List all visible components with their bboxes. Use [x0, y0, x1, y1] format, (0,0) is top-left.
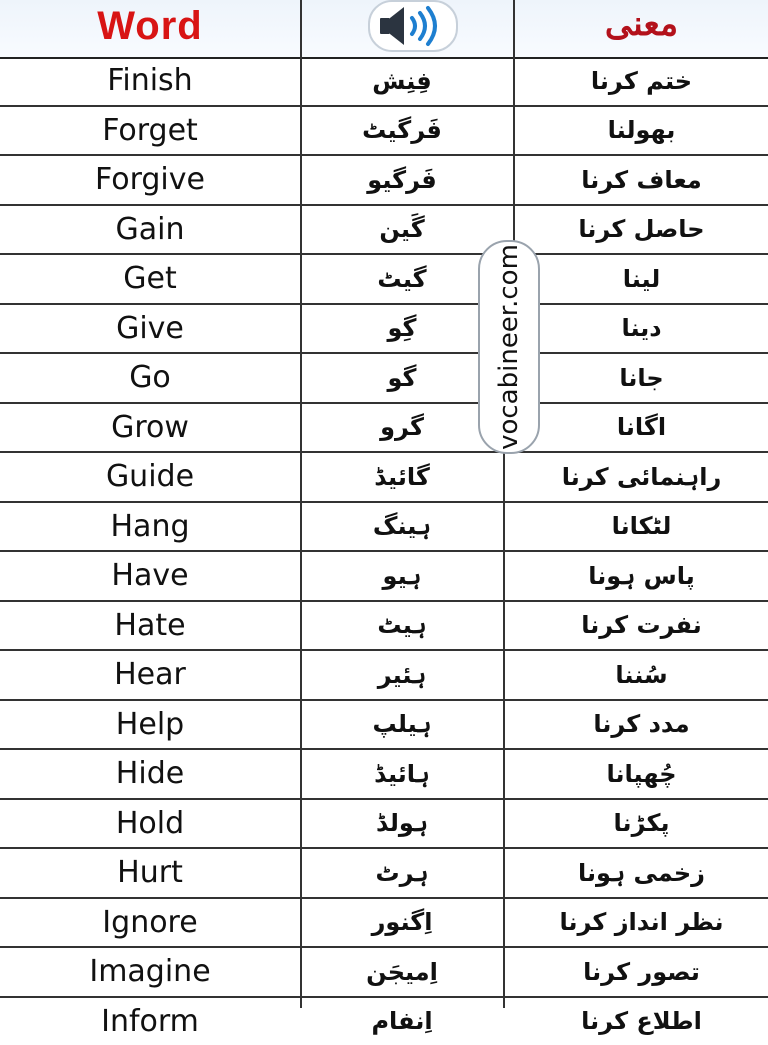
english-word: Hang	[0, 503, 300, 551]
table-row	[0, 602, 768, 652]
table-row	[0, 255, 768, 305]
table-row	[0, 305, 768, 355]
meaning-column-header: معنی	[515, 4, 768, 44]
table-row	[0, 354, 768, 404]
pronunciation: فَرگیٹ	[302, 107, 502, 155]
english-word: Forget	[0, 107, 300, 155]
pronunciation: فِنِش	[302, 57, 502, 105]
urdu-meaning: دینا	[515, 305, 768, 353]
english-word: Go	[0, 354, 300, 402]
table-row	[0, 750, 768, 800]
urdu-meaning: اطلاع کرنا	[515, 998, 768, 1045]
pronunciation: گائیڈ	[302, 453, 502, 501]
table-row	[0, 701, 768, 751]
pronunciation: فَرگیو	[302, 156, 502, 204]
pronunciation: اِگنور	[302, 899, 502, 947]
urdu-meaning: اگانا	[515, 404, 768, 452]
pronunciation: ہائیڈ	[302, 750, 502, 798]
pronunciation: گو	[302, 354, 502, 402]
table-row	[0, 503, 768, 553]
word-column-header: Word	[0, 4, 300, 49]
english-word: Hate	[0, 602, 300, 650]
english-word: Help	[0, 701, 300, 749]
urdu-meaning: حاصل کرنا	[515, 206, 768, 254]
speaker-icon-graphic	[370, 2, 456, 50]
table-row	[0, 57, 768, 107]
pronunciation: گرو	[302, 404, 502, 452]
english-word: Hide	[0, 750, 300, 798]
english-word: Hurt	[0, 849, 300, 897]
english-word: Ignore	[0, 899, 300, 947]
pronunciation: اِمیجَن	[302, 948, 502, 996]
urdu-meaning: جانا	[515, 354, 768, 402]
pronunciation: ہرٹ	[302, 849, 502, 897]
table-row	[0, 899, 768, 949]
urdu-meaning: سُننا	[515, 651, 768, 699]
pronunciation: گِو	[302, 305, 502, 353]
pronunciation: ہولڈ	[302, 800, 502, 848]
table-row	[0, 800, 768, 850]
urdu-meaning: نفرت کرنا	[515, 602, 768, 650]
pronunciation: ہینگ	[302, 503, 502, 551]
urdu-meaning: لٹکانا	[515, 503, 768, 551]
table-row	[0, 651, 768, 701]
urdu-meaning: معاف کرنا	[515, 156, 768, 204]
table-row	[0, 404, 768, 454]
table-row	[0, 849, 768, 899]
urdu-meaning: راہنمائی کرنا	[515, 453, 768, 501]
table-body	[0, 57, 768, 1045]
pronunciation: ہیو	[302, 552, 502, 600]
urdu-meaning: پاس ہونا	[515, 552, 768, 600]
urdu-meaning: زخمی ہونا	[515, 849, 768, 897]
english-word: Hold	[0, 800, 300, 848]
pronunciation: ہیلپ	[302, 701, 502, 749]
pronunciation: ہئیر	[302, 651, 502, 699]
pronunciation: گَین	[302, 206, 502, 254]
urdu-meaning: پکڑنا	[515, 800, 768, 848]
table-row	[0, 552, 768, 602]
pronunciation: ہیٹ	[302, 602, 502, 650]
english-word: Guide	[0, 453, 300, 501]
urdu-meaning: لینا	[515, 255, 768, 303]
english-word: Finish	[0, 57, 300, 105]
pronunciation: اِنفام	[302, 998, 502, 1045]
watermark-text: vocabineer.com	[494, 244, 524, 450]
english-word: Imagine	[0, 948, 300, 996]
english-word: Gain	[0, 206, 300, 254]
english-word: Forgive	[0, 156, 300, 204]
english-word: Grow	[0, 404, 300, 452]
table-row	[0, 453, 768, 503]
english-word: Give	[0, 305, 300, 353]
urdu-meaning: چُھپانا	[515, 750, 768, 798]
table-row	[0, 107, 768, 157]
table-row	[0, 948, 768, 998]
english-word: Inform	[0, 998, 300, 1045]
speaker-icon[interactable]	[368, 0, 458, 52]
urdu-meaning: بھولنا	[515, 107, 768, 155]
english-word: Have	[0, 552, 300, 600]
table-row	[0, 998, 768, 1045]
table-header	[0, 0, 768, 59]
urdu-meaning: نظر انداز کرنا	[515, 899, 768, 947]
english-word: Get	[0, 255, 300, 303]
table-row	[0, 156, 768, 206]
table-row	[0, 206, 768, 256]
watermark-badge	[478, 240, 540, 454]
urdu-meaning: ختم کرنا	[515, 57, 768, 105]
pronunciation: گیٹ	[302, 255, 502, 303]
urdu-meaning: تصور کرنا	[515, 948, 768, 996]
english-word: Hear	[0, 651, 300, 699]
urdu-meaning: مدد کرنا	[515, 701, 768, 749]
